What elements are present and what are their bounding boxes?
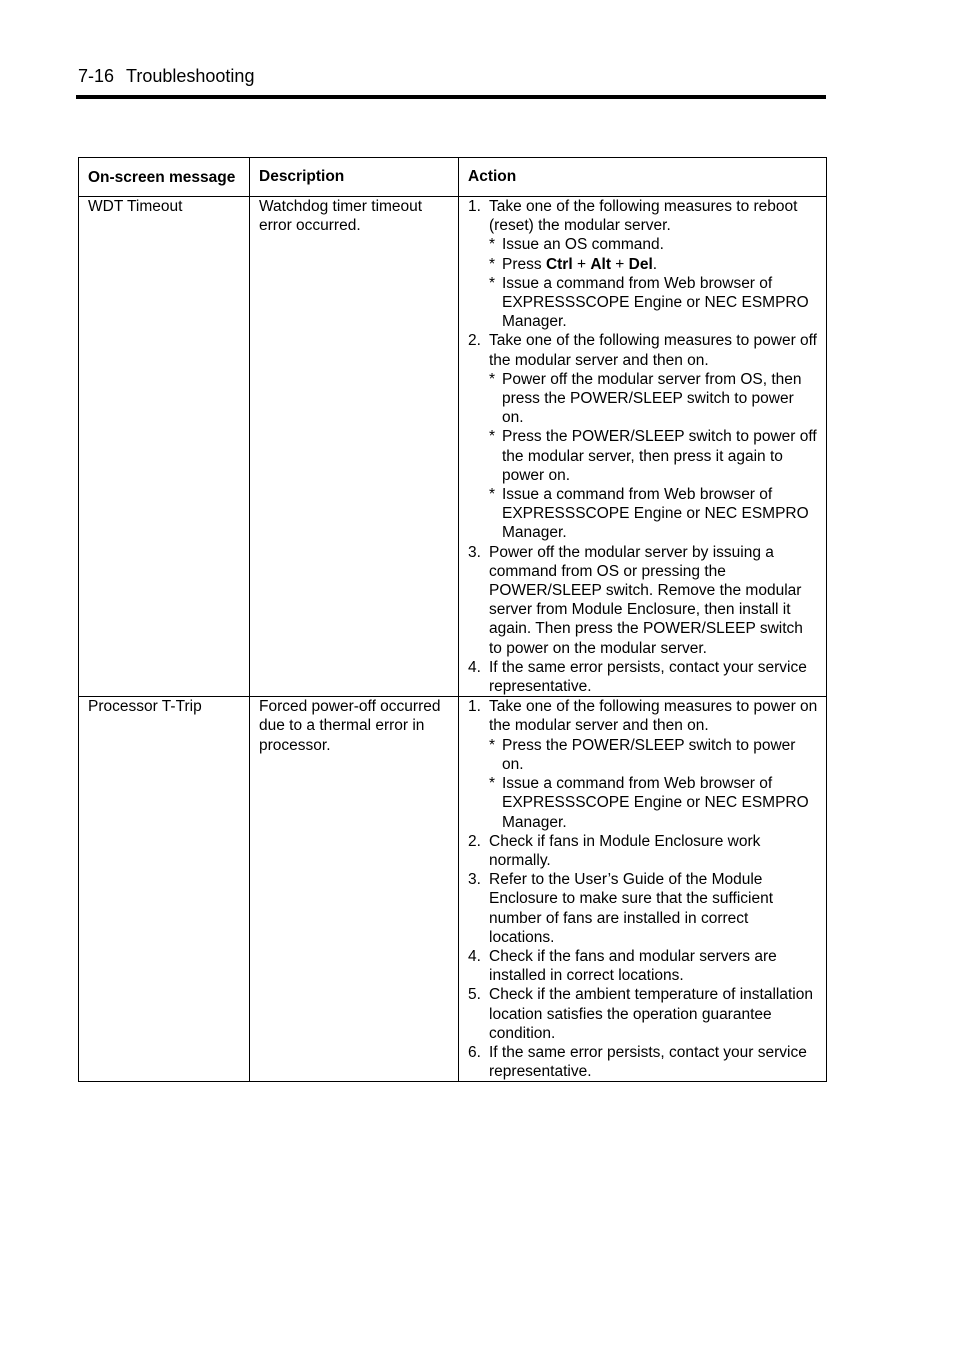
step-number: 5.	[468, 986, 481, 1004]
key-del: Del	[628, 255, 653, 273]
step-number: 2.	[468, 332, 481, 350]
action-cell	[459, 697, 827, 1082]
sub-step-text: Issue a command from Web browser of EXPRESSSCOPE Engine or NEC ESMPRO Manager.	[502, 486, 809, 542]
description-cell: Forced power-off occurred due to a thermal error in processor.	[250, 697, 459, 1082]
action-step	[468, 658, 818, 696]
section-title: Troubleshooting	[126, 66, 255, 86]
table-row	[79, 197, 827, 697]
step-number: 4.	[468, 947, 481, 965]
sub-step-text-post: .	[652, 255, 658, 273]
asterisk-bullet: *	[489, 775, 496, 793]
sub-step	[489, 485, 818, 543]
step-text: Power off the modular server by issuing a command from OS or pressing the POWER/SLEEP switch. Remove the modular server from Module Enclosure, then install it again. Then press the POWER/SLEEP switch to power on the modular server.	[489, 543, 803, 657]
step-number: 6.	[468, 1043, 481, 1061]
sub-step-text: Issue a command from Web browser of EXPRESSSCOPE Engine or NEC ESMPRO Manager.	[502, 274, 809, 331]
table-row	[79, 697, 827, 1082]
key-alt: Alt	[590, 255, 611, 273]
step-number: 1.	[468, 698, 481, 716]
column-header-message: On-screen message	[79, 158, 250, 197]
action-step	[468, 331, 818, 542]
sub-step-text: Issue a command from Web browser of EXPRESSSCOPE Engine or NEC ESMPRO Manager.	[502, 775, 809, 831]
asterisk-bullet: *	[489, 428, 496, 446]
step-text: If the same error persists, contact your service representative.	[489, 1043, 807, 1081]
asterisk-bullet: *	[489, 486, 496, 504]
header-rule	[76, 95, 826, 99]
asterisk-bullet: *	[489, 255, 496, 273]
plus-sign: +	[572, 255, 591, 273]
step-text: Check if the ambient temperature of installation location satisfies the operation guarantee condition.	[489, 986, 813, 1042]
step-number: 2.	[468, 832, 481, 850]
sub-step	[489, 427, 818, 485]
action-steps	[468, 197, 818, 696]
sub-steps	[489, 736, 818, 832]
step-number: 1.	[468, 198, 481, 215]
sub-step-text-pre: Press	[502, 255, 546, 273]
step-number: 4.	[468, 658, 481, 676]
sub-step	[489, 774, 818, 832]
asterisk-bullet: *	[489, 274, 496, 292]
sub-steps	[489, 370, 818, 543]
sub-step	[489, 370, 818, 428]
page-number: 7-16	[78, 66, 115, 86]
sub-step	[489, 274, 818, 332]
action-cell	[459, 197, 827, 697]
step-text: Take one of the following measures to reboot (reset) the modular server.	[489, 198, 798, 235]
step-text: Refer to the User’s Guide of the Module Enclosure to make sure that the sufficient number of fans are installed in correct locations.	[489, 871, 774, 946]
sub-step-text: Power off the modular server from OS, then press the POWER/SLEEP switch to power on.	[502, 370, 802, 427]
plus-sign: +	[610, 255, 629, 273]
asterisk-bullet: *	[489, 236, 496, 254]
action-steps	[468, 697, 818, 1081]
action-step	[468, 1043, 818, 1081]
column-header-description: Description	[250, 158, 459, 197]
step-text: Check if fans in Module Enclosure work normally.	[489, 832, 761, 869]
sub-steps	[489, 235, 818, 331]
action-step	[468, 832, 818, 870]
key-ctrl: Ctrl	[545, 255, 573, 273]
asterisk-bullet: *	[489, 736, 496, 754]
sub-step-text: Issue an OS command.	[502, 236, 664, 254]
asterisk-bullet: *	[489, 370, 496, 388]
action-step	[468, 543, 818, 658]
step-number: 3.	[468, 871, 481, 889]
troubleshooting-table	[78, 157, 827, 1082]
step-text: Check if the fans and modular servers are installed in correct locations.	[489, 947, 777, 985]
page-header	[78, 64, 826, 88]
sub-step-text: Press the POWER/SLEEP switch to power off the modular server, then press it again to power on.	[502, 428, 817, 484]
column-header-action: Action	[459, 158, 827, 197]
sub-step	[489, 235, 818, 254]
step-number: 3.	[468, 543, 481, 561]
table-header-row	[79, 158, 827, 197]
step-text: Take one of the following measures to power on the modular server and then on.	[489, 698, 818, 735]
message-cell: WDT Timeout	[79, 197, 250, 697]
sub-step	[489, 736, 818, 774]
step-text: Take one of the following measures to power off the modular server and then on.	[489, 332, 817, 369]
action-step	[468, 985, 818, 1043]
step-text: If the same error persists, contact your service representative.	[489, 658, 807, 696]
action-step	[468, 697, 818, 831]
sub-step-text: Press the POWER/SLEEP switch to power on.	[502, 736, 796, 773]
sub-step	[489, 255, 818, 274]
message-cell: Processor T-Trip	[79, 697, 250, 1082]
description-cell: Watchdog timer timeout error occurred.	[250, 197, 459, 697]
action-step	[468, 870, 818, 947]
action-step	[468, 947, 818, 985]
action-step	[468, 197, 818, 331]
